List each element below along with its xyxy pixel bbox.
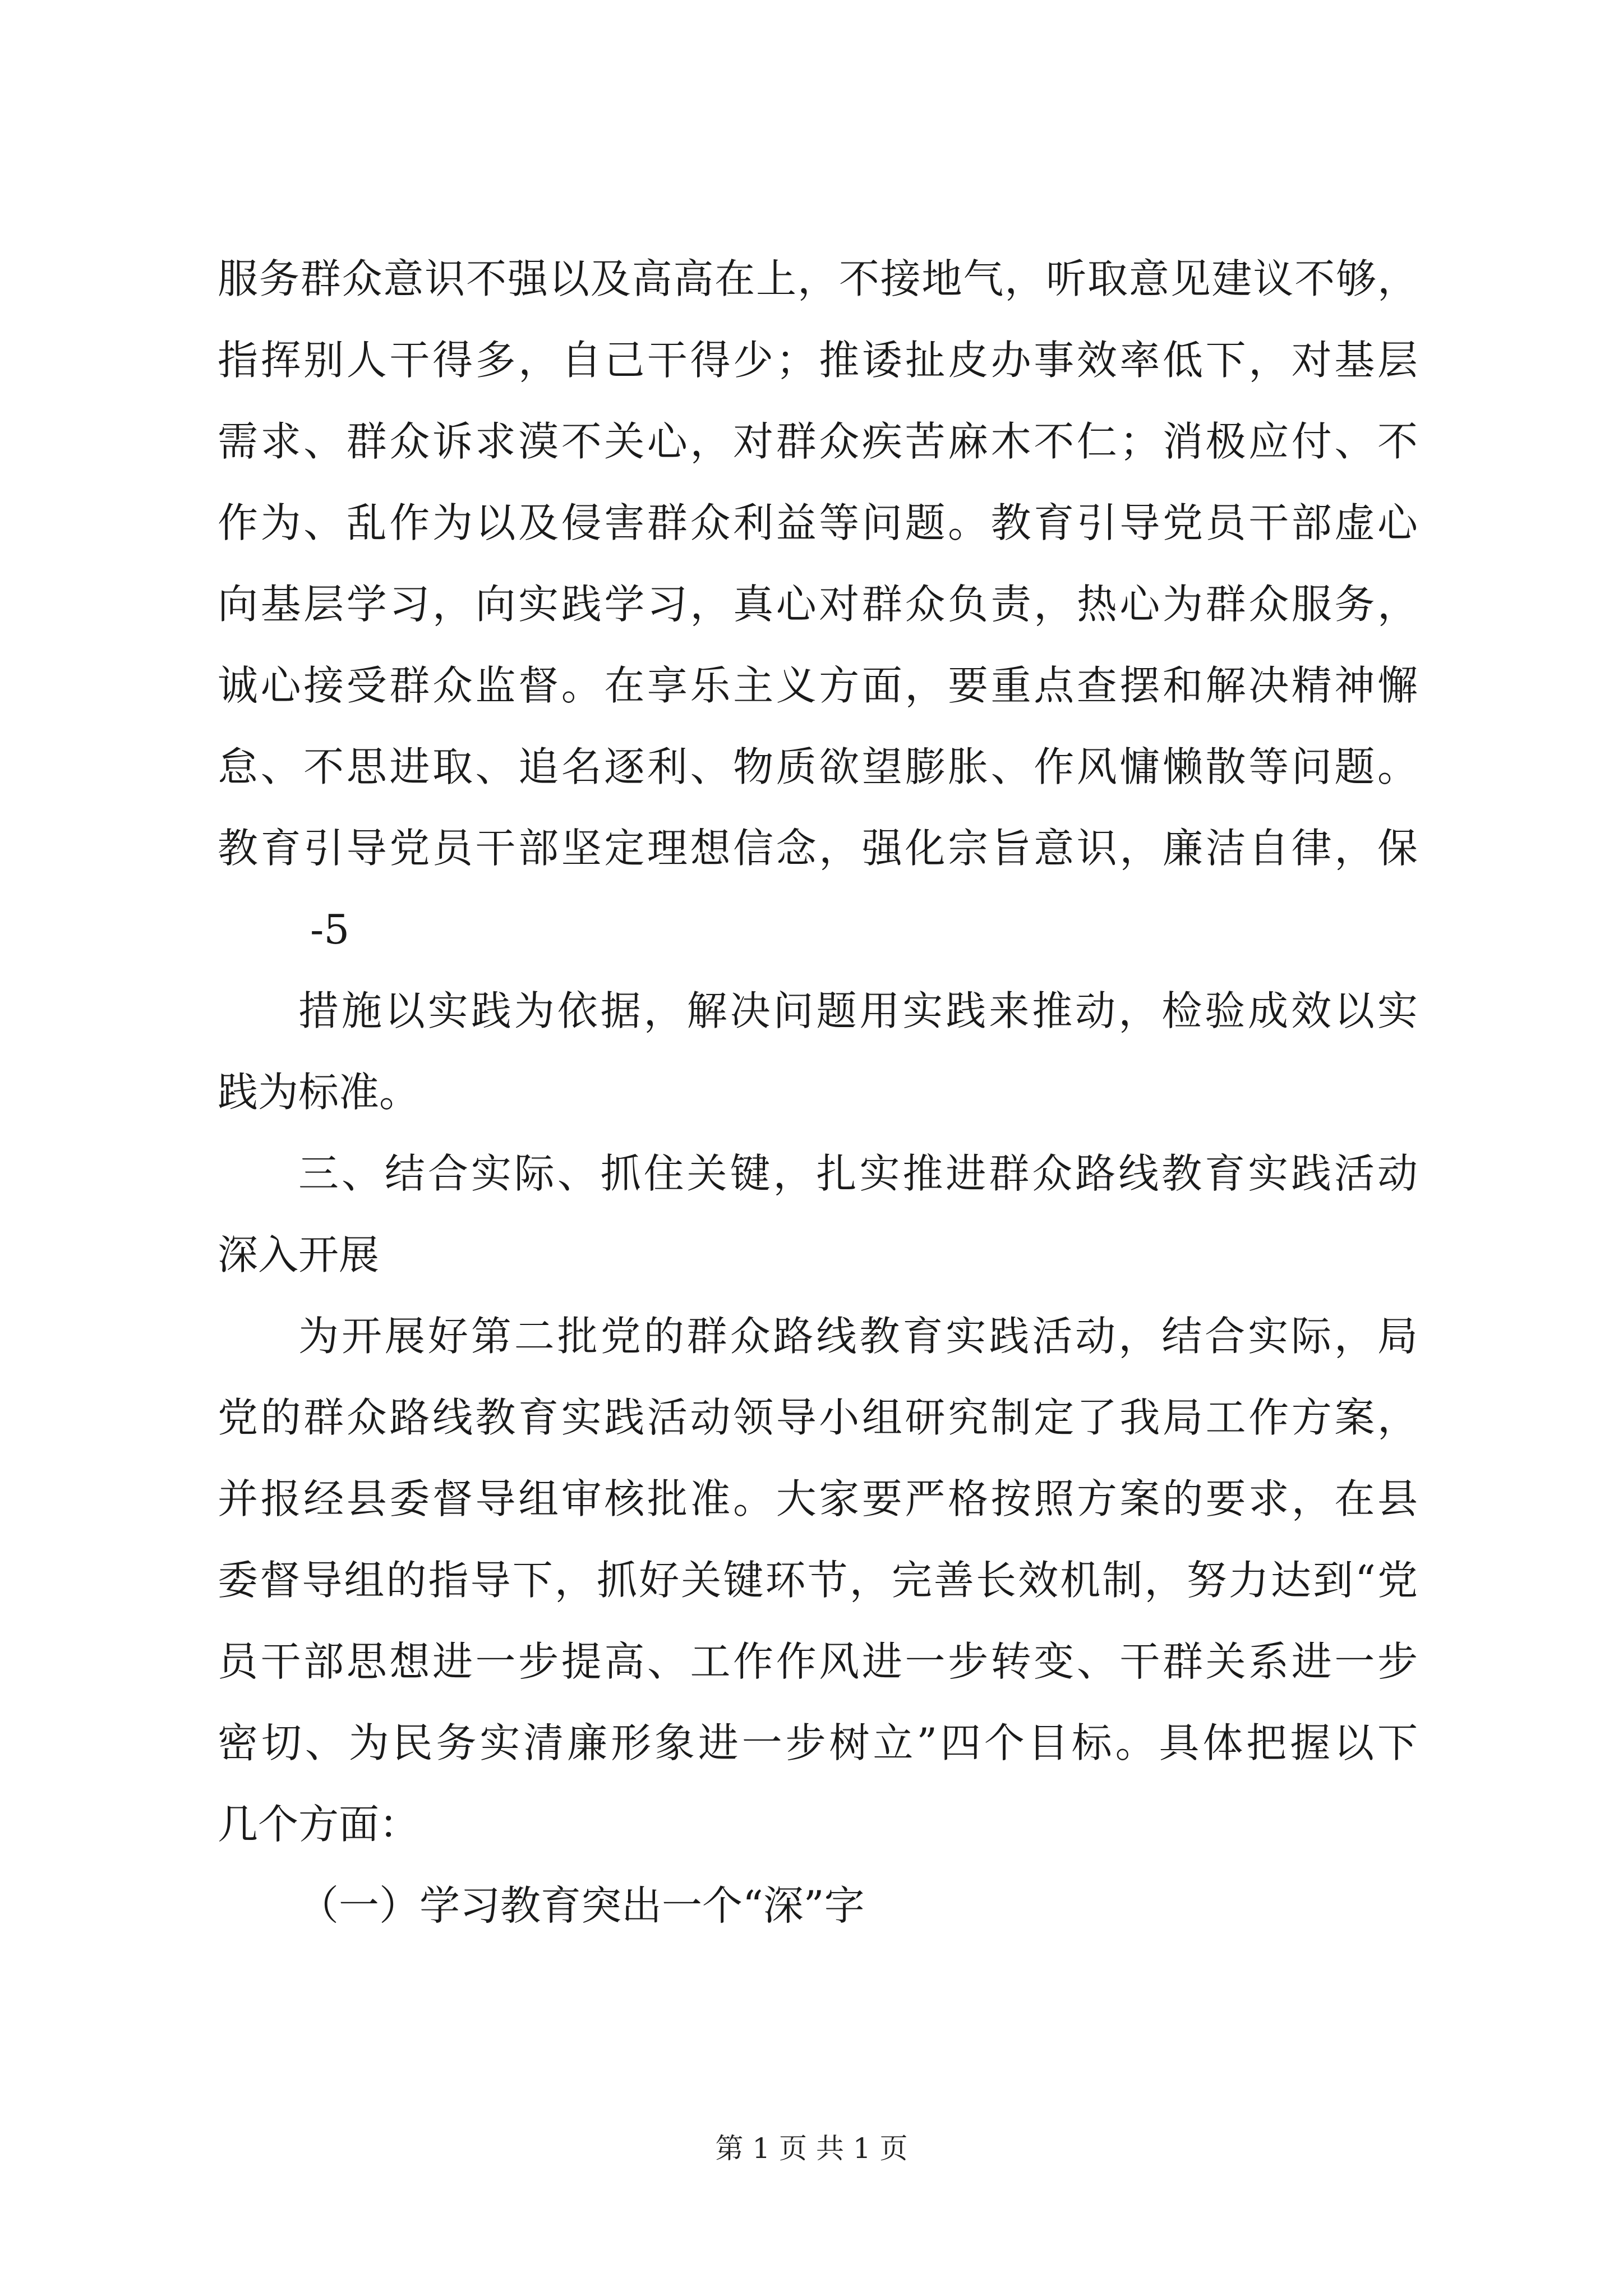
- section-heading-3: 三、结合实际、抓住关键，扎实推进群众路线教育实践活动: [298, 1150, 1418, 1197]
- text-line-17: 委督导组的指导下，抓好关键环节，完善长效机制，努力达到“党: [218, 1557, 1418, 1604]
- text-line-16: 并报经县委督导组审核批准。大家要严格按照方案的要求，在县: [218, 1475, 1418, 1522]
- text-line-19: 密切、为民务实清廉形象进一步树立”四个目标。具体把握以下: [218, 1719, 1418, 1766]
- text-line-5: 向基层学习，向实践学习，真心对群众负责，热心为群众服务，: [218, 581, 1418, 628]
- text-line-6: 诚心接受群众监督。在享乐主义方面，要重点查摆和解决精神懈: [218, 662, 1418, 709]
- text-line-8: 教育引导党员干部坚定理想信念，强化宗旨意识，廉洁自律，保: [218, 825, 1418, 872]
- text-line-18: 员干部思想进一步提高、工作作风进一步转变、干群关系进一步: [218, 1638, 1418, 1685]
- text-line-3: 需求、群众诉求漠不关心，对群众疾苦麻木不仁；消极应付、不: [218, 418, 1418, 465]
- text-line-7: 怠、不思进取、追名逐利、物质欲望膨胀、作风慵懒散等问题。: [218, 743, 1418, 790]
- section-heading-3-cont: 深入开展: [218, 1231, 380, 1278]
- text-line-4: 作为、乱作为以及侵害群众利益等问题。教育引导党员干部虚心: [218, 499, 1418, 546]
- text-line-1: 服务群众意识不强以及高高在上，不接地气，听取意见建议不够，: [218, 255, 1418, 302]
- text-line-20: 几个方面：: [218, 1801, 420, 1848]
- text-line-14: 为开展好第二批党的群众路线教育实践活动，结合实际，局: [298, 1313, 1418, 1360]
- body-text: [218, 238, 1418, 1947]
- text-line-2: 指挥别人干得多，自己干得少；推诿扯皮办事效率低下，对基层: [218, 337, 1418, 384]
- text-line-10: 措施以实践为依据，解决问题用实践来推动，检验成效以实: [298, 987, 1418, 1034]
- text-line-11: 践为标准。: [218, 1069, 420, 1116]
- inline-page-mark: -5: [310, 906, 350, 953]
- text-line-15: 党的群众路线教育实践活动领导小组研究制定了我局工作方案，: [218, 1394, 1418, 1441]
- page-footer: 第 1 页 共 1 页: [715, 2132, 908, 2165]
- subsection-heading-1: （一）学习教育突出一个“深”字: [298, 1882, 865, 1929]
